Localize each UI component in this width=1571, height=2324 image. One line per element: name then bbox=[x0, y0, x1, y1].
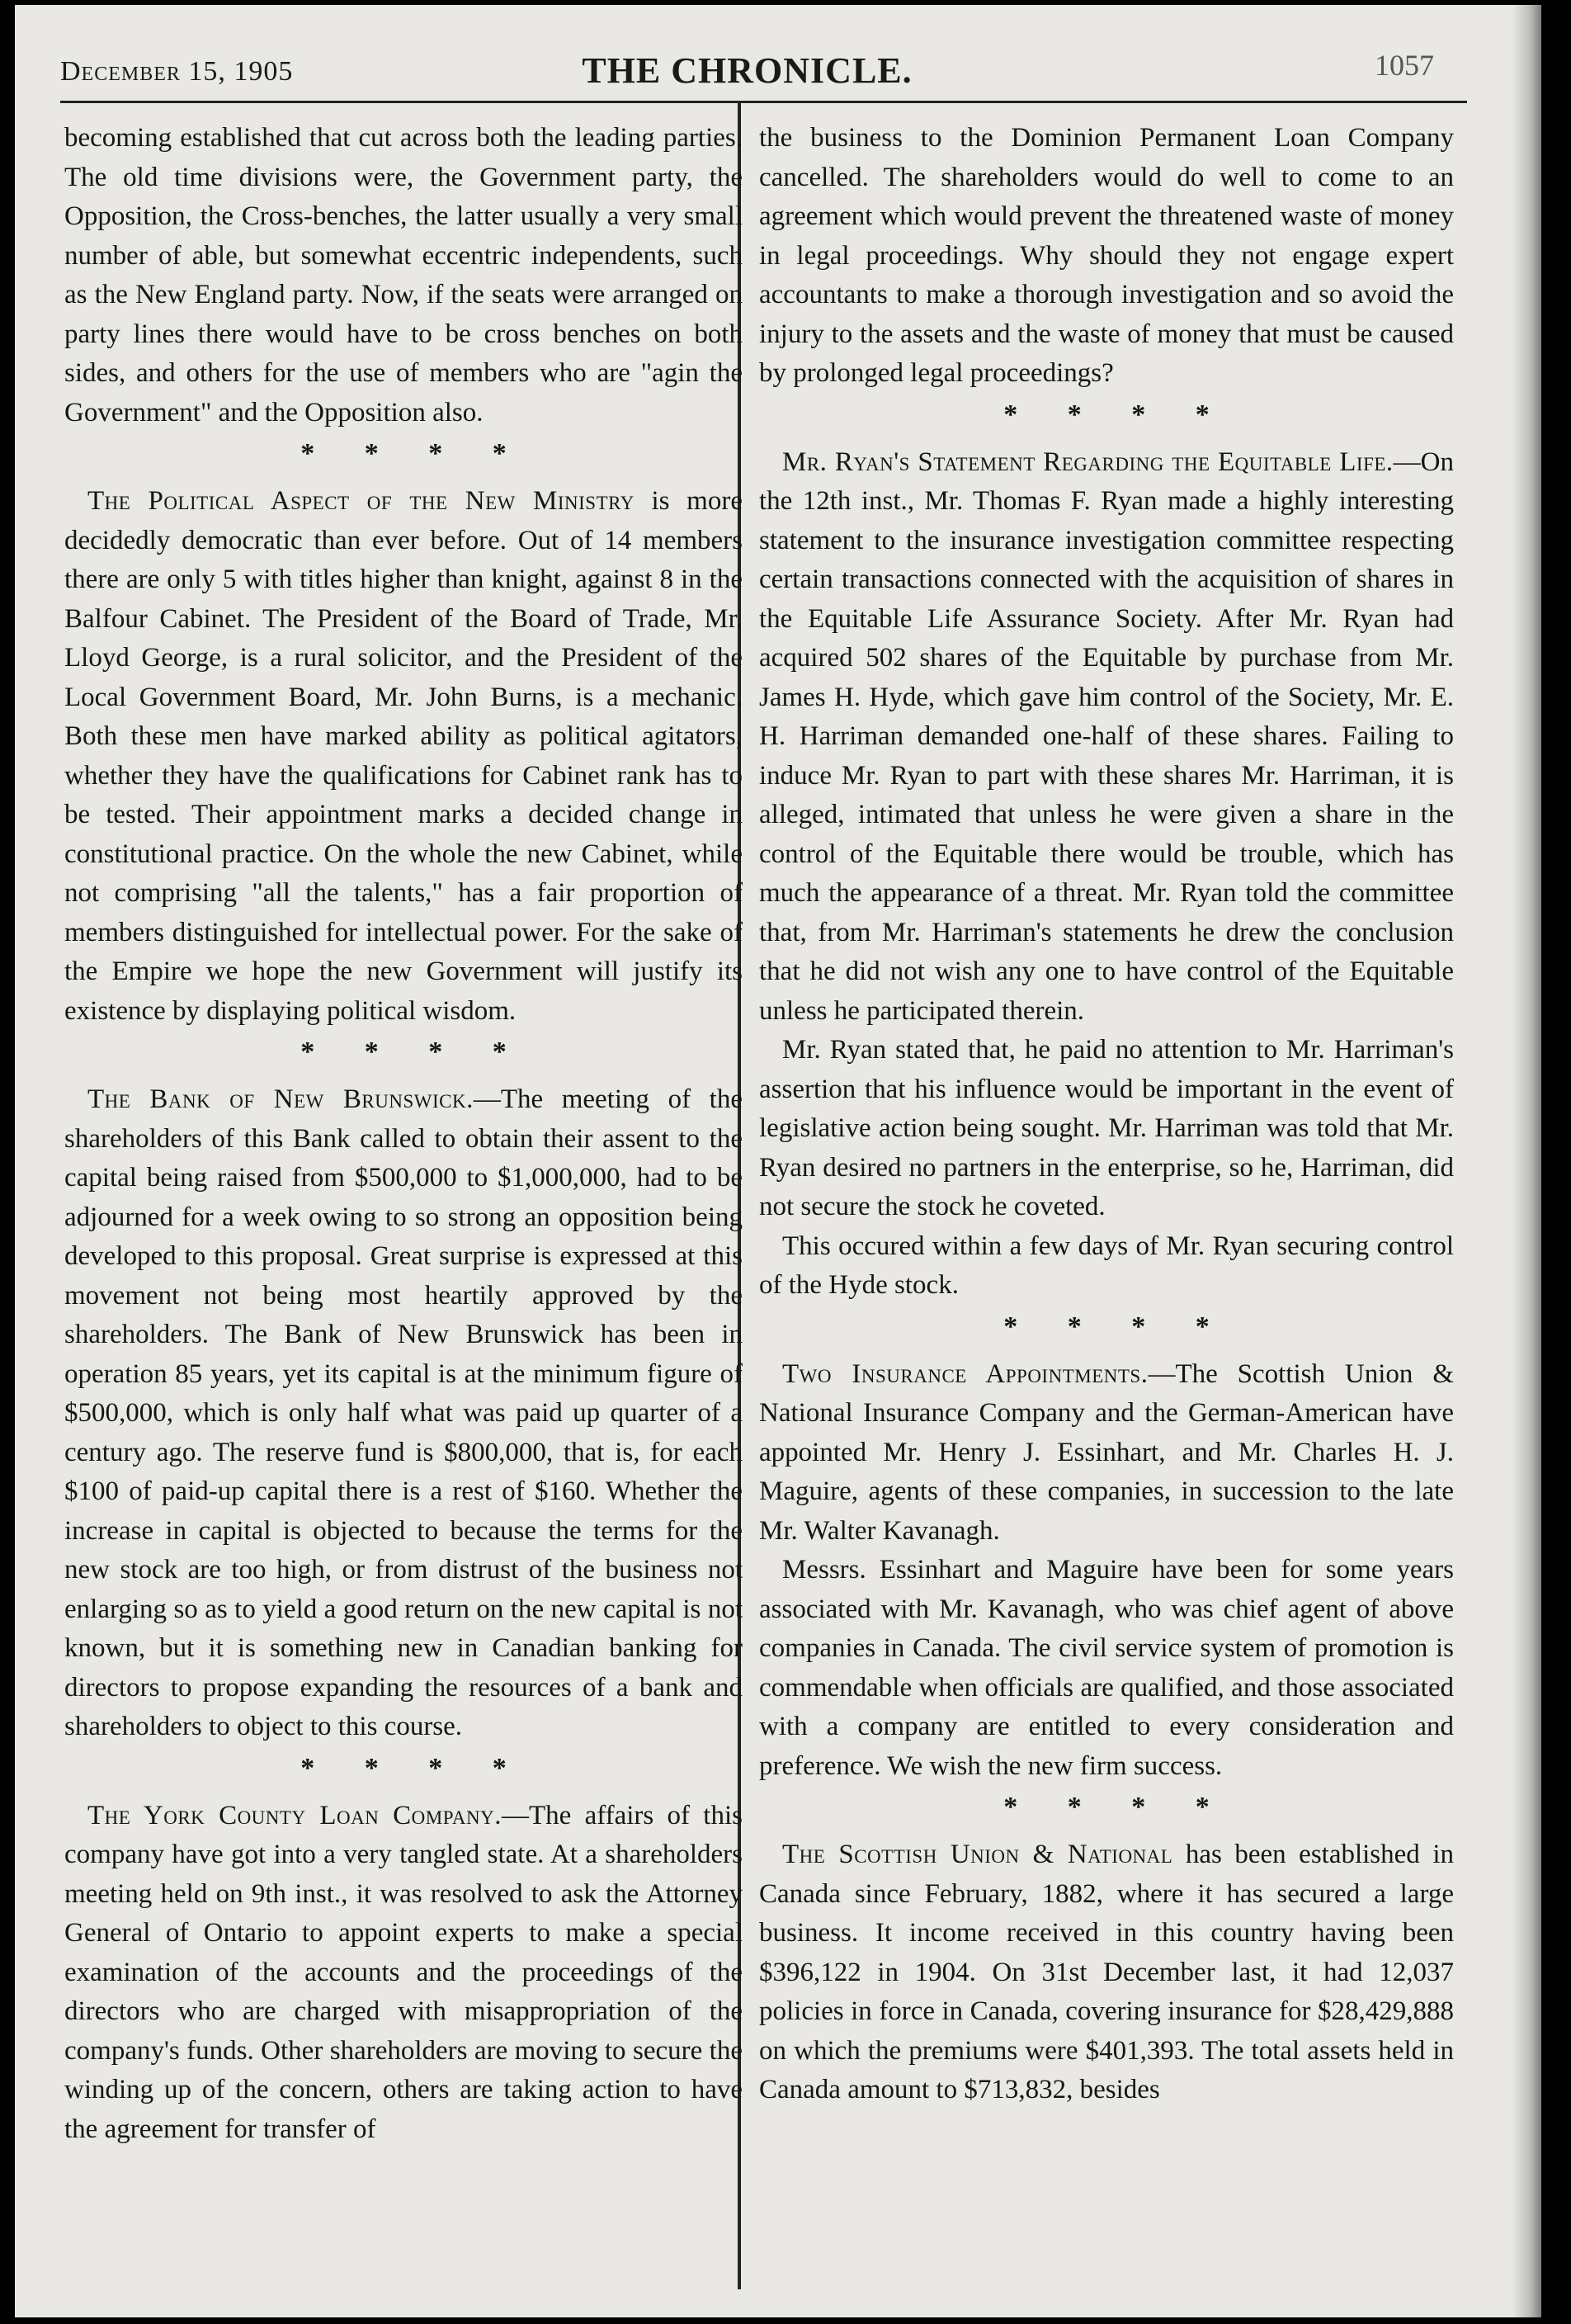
article-heading: Two Insurance Appointments. bbox=[782, 1358, 1149, 1389]
article-heading: The Scottish Union & National bbox=[782, 1840, 1173, 1869]
section-separator: * * * * bbox=[1003, 399, 1231, 430]
article-body: has been established in Canada since February, 1882, where it has secured a large business. It income received in this country having been $396,122 in 1904. On 31st December last, it had 12,037 policies in force in Canada, covering insurance for $28,429,888 on which the premiums were $401,393. The total assets held in Canada amount to $713,832, besides bbox=[759, 1840, 1454, 2104]
article-heading: The Bank of New Brunswick. bbox=[87, 1084, 474, 1114]
page-edge-shadow bbox=[1512, 5, 1541, 2317]
page-number: 1057 bbox=[1375, 49, 1434, 82]
article-body: —On the 12th inst., Mr. Thomas F. Ryan made a highly interesting statement to the insurance investigation committee respecting certain transactions connected with the acquisition of shares in the Equitable Life Assurance Society. After Mr. Ryan had acquired 502 shares of the Equitable by purchase from Mr. James H. Hyde, which gave him control of the Society, Mr. E. H. Harriman demanded one-half of these shares. Failing to induce Mr. Ryan to part with these shares Mr. Harriman, it is alleged, intimated that unless he were given a share in the control of the Equitable there would be trouble, which has much the appearance of a threat. Mr. Ryan told the committee that, from Mr. Harriman's statements he drew the conclusion that he did not wish any one to have control of the Equitable unless he participated therein. bbox=[759, 446, 1454, 1026]
article-paragraph: Messrs. Essinhart and Maguire have been for some years associated with Mr. Kavanagh, who was chief agent of above companies in Canada. The civil service system of promotion is commendable when officials are qualified, and those associated with a company are entitled to every consideration and preference. We wish the new firm success. bbox=[759, 1555, 1454, 1781]
section-separator: * * * * bbox=[300, 1752, 528, 1783]
publication-title: THE CHRONICLE. bbox=[582, 50, 913, 91]
section-separator: * * * * bbox=[1003, 1311, 1231, 1342]
left-column bbox=[64, 119, 743, 2149]
article-body: —The Scottish Union & National Insurance Company and the German-American have appointed Mr. Henry J. Essinhart, and Mr. Charles H. J. Maguire, agents of these companies, in succession to the late Mr. Walter Kavanagh. bbox=[759, 1358, 1454, 1546]
article-insurance-appointments bbox=[759, 1355, 1454, 1552]
continued-paragraph: becoming established that cut across both the leading parties. The old time divisions were, the Government party, the Opposition, the Cross-benches, the latter usually a very small number of able, but somewhat eccentric independents, such as the New England party. Now, if the seats were arranged on party lines there would have to be cross benches on both sides, and others for the use of members who are "agin the Government" and the Opposition also. bbox=[64, 123, 743, 427]
article-paragraph: Mr. Ryan stated that, he paid no attention to Mr. Harriman's assertion that his influence would be important in the event of legislative action being sought. Mr. Harriman was told that Mr. Ryan desired no partners in the enterprise, so he, Harriman, did not secure the stock he coveted. bbox=[759, 1035, 1454, 1221]
article-body: —The meeting of the shareholders of this Bank called to obtain their assent to the capital being raised from $500,000 to $1,000,000, had to be adjourned for a week owing to so strong an opposition being developed to this proposal. Great surprise is expressed at this movement not being most heartily approved by the shareholders. The Bank of New Brunswick has been in operation 85 years, yet its capital is at the minimum figure of $500,000, which is only half what was paid up quarter of a century ago. The reserve fund is $800,000, that is, for each $100 of paid-up capital there is a rest of $160. Whether the increase in capital is objected to because the terms for the new stock are too high, or from distrust of the business not enlarging so as to yield a good return on the new capital is not known, but it is something new in Canadian banking for directors to propose expanding the resources of a bank and shareholders to object to this course. bbox=[64, 1084, 743, 1741]
article-body: is more decidedly democratic than ever before. Out of 14 members there are only 5 with titles higher than knight, against 8 in the Balfour Cabinet. The President of the Board of Trade, Mr. Lloyd George, is a rural solicitor, and the President of the Local Government Board, Mr. John Burns, is a mechanic. Both these men have marked ability as political agitators, whether they have the qualifications for Cabinet rank has to be tested. Their appointment marks a decided change in constitutional practice. On the whole the new Cabinet, while not comprising "all the talents," has a fair proportion of members distinguished for intellectual power. For the sake of the Empire we hope the new Government will justify its existence by displaying political wisdom. bbox=[64, 486, 743, 1026]
article-heading: Mr. Ryan's Statement Regarding the Equitable Life. bbox=[782, 446, 1394, 477]
article-political-aspect bbox=[64, 482, 743, 1031]
section-separator: * * * * bbox=[300, 1037, 528, 1067]
article-paragraph: This occured within a few days of Mr. Ryan securing control of the Hyde stock. bbox=[759, 1230, 1454, 1300]
page-header bbox=[60, 45, 1434, 91]
article-ryan-statement bbox=[759, 443, 1454, 1032]
article-body: —The affairs of this company have got into a very tangled state. At a shareholders meeting held on 9th inst., it was resolved to ask the Attorney General of Ontario to appoint experts to make a special examination of the accounts and the proceedings of the directors who are charged with misappropriation of the company's funds. Other shareholders are moving to secure the winding up of the concern, others are taking action to have the agreement for transfer of bbox=[64, 1800, 743, 2144]
article-york-county-loan bbox=[64, 1797, 743, 2150]
article-heading: The Political Aspect of the New Ministry bbox=[87, 486, 635, 516]
section-separator: * * * * bbox=[300, 438, 528, 469]
right-column bbox=[759, 119, 1454, 2110]
article-bank-of-new-brunswick bbox=[64, 1080, 743, 1747]
issue-date: December 15, 1905 bbox=[60, 56, 294, 87]
newspaper-page bbox=[15, 5, 1541, 2317]
header-rule bbox=[60, 101, 1467, 103]
continued-paragraph: the business to the Dominion Permanent Loan Company cancelled. The shareholders would do well to come to an agreement which would prevent the threatened waste of money in legal proceedings. Why should they not engage expert accountants to make a thorough investigation and so avoid the injury to the assets and the waste of money that must be caused by prolonged legal proceedings? bbox=[759, 123, 1454, 388]
section-separator: * * * * bbox=[1003, 1792, 1231, 1822]
article-scottish-union bbox=[759, 1835, 1454, 2110]
article-heading: The York County Loan Company. bbox=[87, 1800, 502, 1830]
